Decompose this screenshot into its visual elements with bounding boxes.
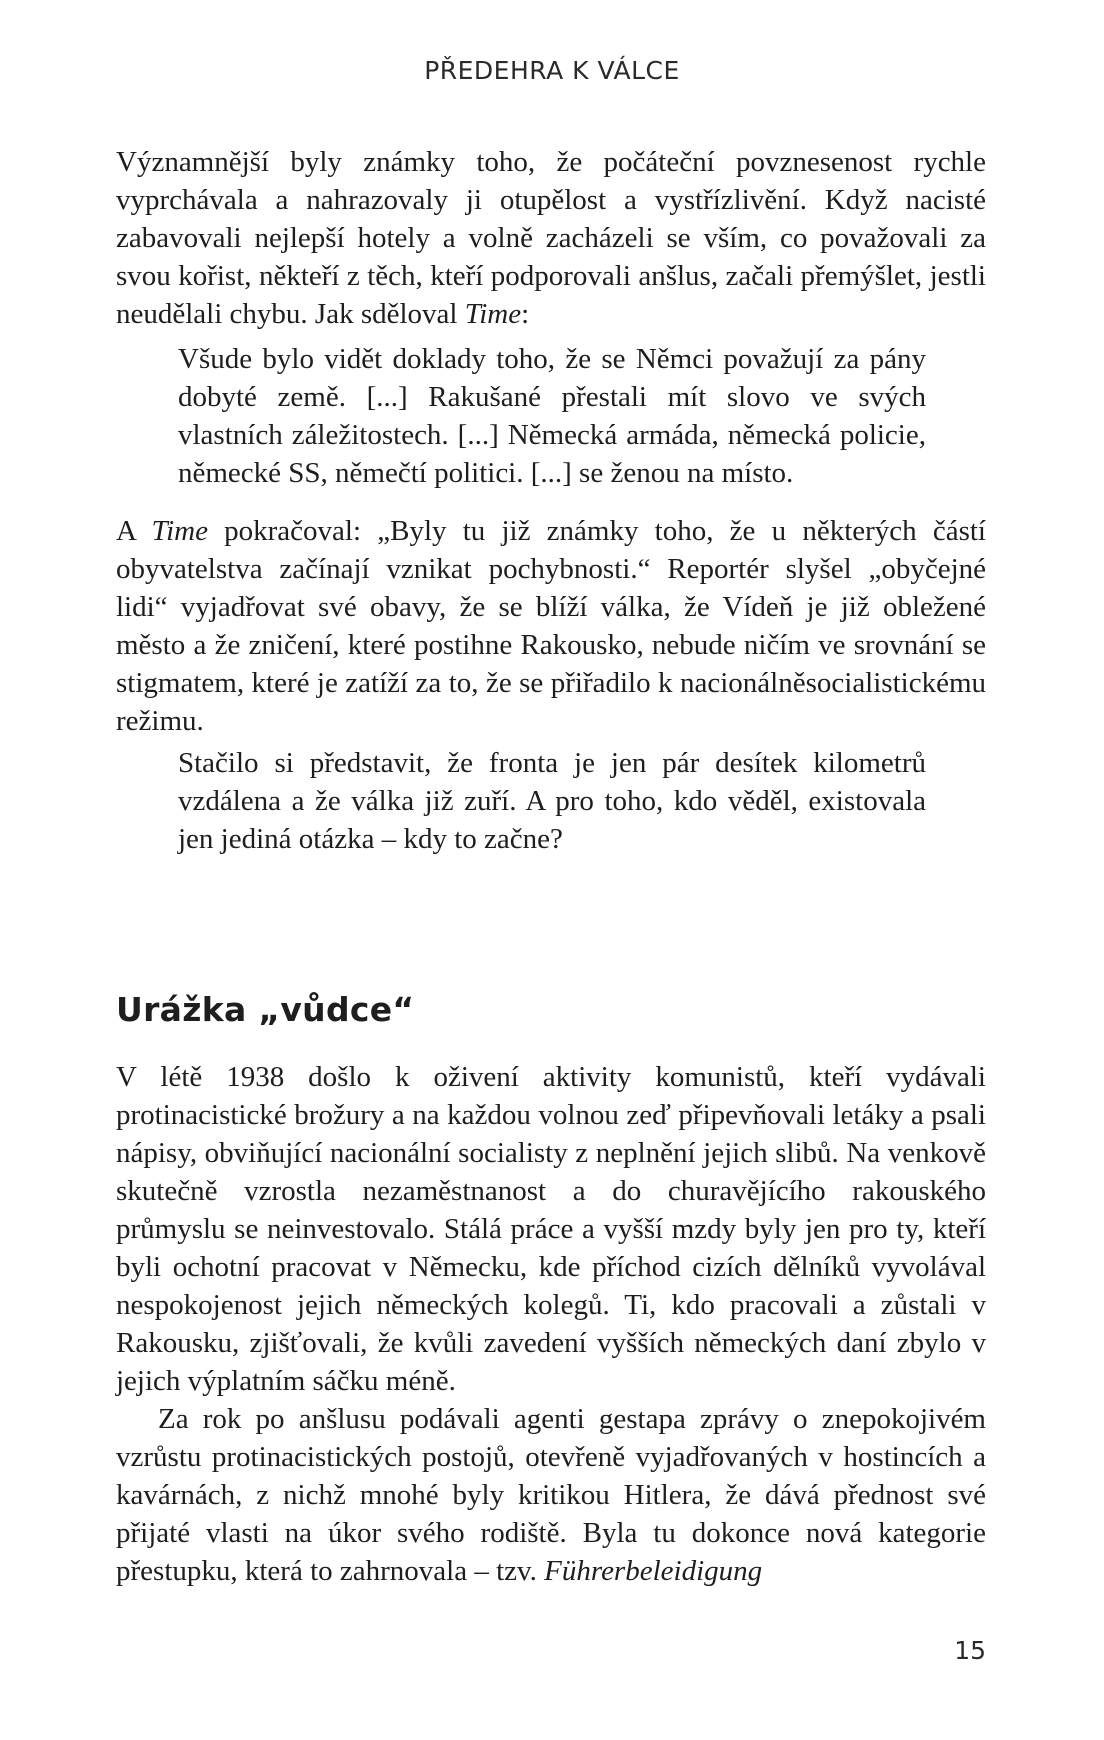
page-number: 15 xyxy=(954,1636,986,1665)
paragraph-1 xyxy=(116,143,986,333)
paragraph-2-lead: A xyxy=(116,515,152,547)
paragraph-1-text: Významnější byly známky toho, že počáteční povznesenost rychle vyprchávala a nahrazovaly ji otupělost a vystřízlivění. Když nacisté zabavovali nejlepší hotely a volně zacházeli se vším, co považovali za svou kořist, někteří z těch, kteří podporovali anšlus, začali přemýšlet, jestli neudělali chybu. Jak sděloval xyxy=(116,146,986,330)
paragraph-4-text: Za rok po anšlusu podávali agenti gestapa zprávy o znepokojivém vzrůstu protinacistických postojů, otevřeně vyjadřovaných v hostincích a kavárnách, z nichž mnohé byly kritikou Hitlera, že dává přednost své přijaté vlasti na úkor svého rodiště. Byla tu dokonce nová kategorie přestupku, která to zahrnovala – tzv. xyxy=(116,1403,986,1587)
block-quote-2 xyxy=(178,744,926,858)
paragraph-2 xyxy=(116,512,986,740)
paragraph-3 xyxy=(116,1058,986,1400)
paragraph-3-text: V létě 1938 došlo k oživení aktivity komunistů, kteří vydávali protinacistické brožury a na každou volnou zeď připevňovali letáky a psali nápisy, obviňující nacionální socialisty z neplnění jejich slibů. Na venkově skutečně vzrostla nezaměstnanost a do churavějícího rakouského průmyslu se neinvestovalo. Stálá práce a vyšší mzdy byly jen pro ty, kteří byli ochotní pracovat v Německu, kde příchod cizích dělníků vyvolával nespokojenost jejich německých kolegů. Ti, kdo pracovali a zůstali v Rakousku, zjišťovali, že kvůli zavedení vyšších německých daní zbylo v jejich výplatním sáčku méně. xyxy=(116,1061,986,1397)
block-quote-2-text: Stačilo si představit, že fronta je jen pár desítek kilometrů vzdálena a že válka již zuří. A pro toho, kdo věděl, existovala jen jediná otázka – kdy to začne? xyxy=(178,747,926,855)
paragraph-1-tail: : xyxy=(521,298,530,330)
paragraph-4 xyxy=(116,1400,986,1590)
section-heading: Urážka „vůdce“ xyxy=(116,990,415,1029)
block-quote-1-text: Všude bylo vidět doklady toho, že se Němci považují za pány dobyté země. [...] Rakušané přestali mít slovo ve svých vlastních záležitostech. [...] Německá armáda, německá policie, německé SS, němečtí politici. [...] se ženou na místo. xyxy=(178,343,926,489)
paragraph-2-italic-title: Time xyxy=(151,515,208,547)
paragraph-2-text: pokračoval: „Byly tu již známky toho, že u některých částí obyvatelstva začínají vznikat pochybnosti.“ Reportér slyšel „obyčejné lidi“ vyjadřovat své obavy, že se blíží válka, že Vídeň je již obležené město a že zničení, které postihne Rakousko, nebude ničím ve srovnání se stigmatem, které je zatíží za to, že se přiřadilo k nacionálněsocialistickému režimu. xyxy=(116,515,986,737)
paragraph-1-italic-title: Time xyxy=(464,298,522,330)
paragraph-4-italic-term: Führerbeleidigung xyxy=(544,1555,763,1587)
block-quote-1 xyxy=(178,340,926,492)
running-head: PŘEDEHRA K VÁLCE xyxy=(424,56,680,85)
